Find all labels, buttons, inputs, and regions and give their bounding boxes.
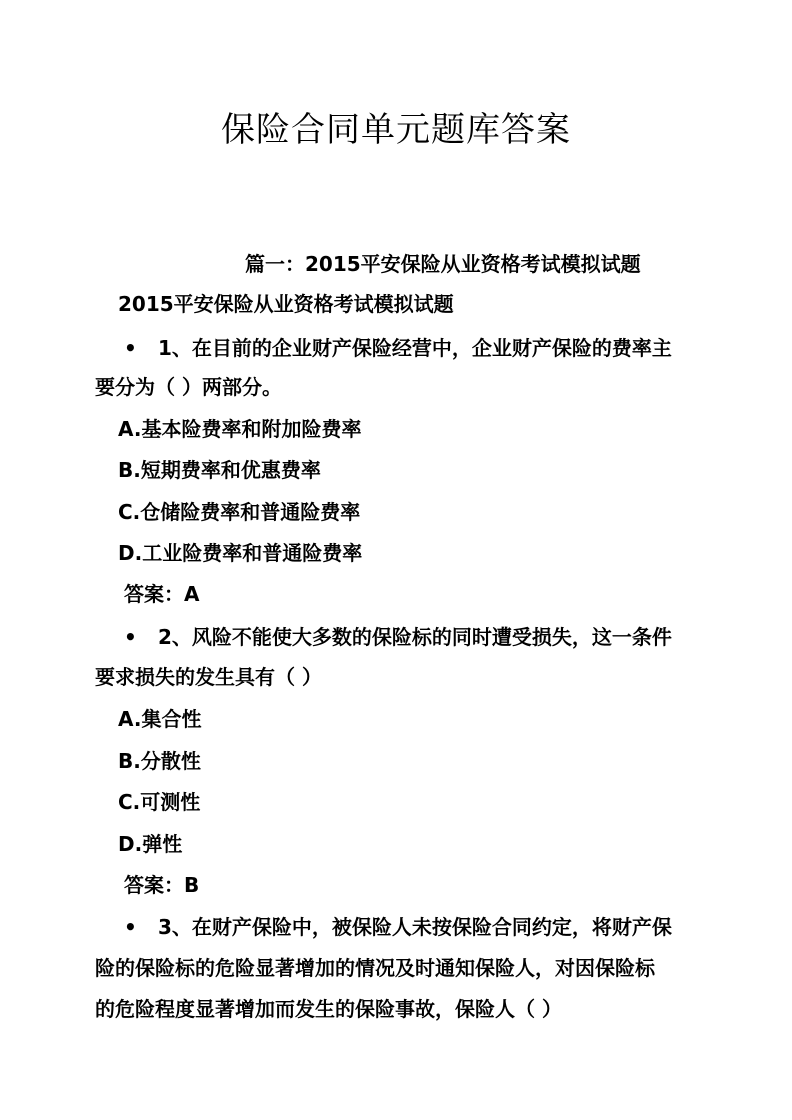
question-1-answer: 答案：A (124, 582, 200, 606)
section-heading: 篇一：2015平安保险从业资格考试模拟试题 (245, 252, 641, 276)
question-2-option-d: D.弹性 (118, 832, 183, 856)
question-text: 3、在财产保险中，被保险人未按保险合同约定，将财产保 (158, 915, 672, 939)
question-1-option-b: B.短期费率和优惠费率 (118, 458, 321, 482)
question-3-line-1 (124, 914, 672, 940)
question-1-line-2: 要分为（ ）两部分。 (95, 375, 282, 399)
question-2-answer: 答案：B (124, 873, 200, 897)
bullet-icon: • (124, 915, 137, 939)
question-2-line-2: 要求损失的发生具有（ ） (95, 665, 322, 689)
question-3-line-2: 险的保险标的危险显著增加的情况及时通知保险人，对因保险标 (95, 956, 655, 980)
question-text: 1、在目前的企业财产保险经营中，企业财产保险的费率主 (158, 336, 672, 360)
question-3-line-3: 的危险程度显著增加而发生的保险事故，保险人（ ） (95, 997, 562, 1021)
question-1-option-a: A.基本险费率和附加险费率 (118, 417, 362, 441)
question-1-option-c: C.仓储险费率和普通险费率 (118, 500, 361, 524)
question-1-line-1 (124, 335, 672, 361)
bullet-icon: • (124, 336, 137, 360)
subheading: 2015平安保险从业资格考试模拟试题 (118, 292, 454, 316)
question-2-option-b: B.分散性 (118, 749, 201, 773)
question-2-option-a: A.集合性 (118, 707, 202, 731)
question-2-option-c: C.可测性 (118, 790, 201, 814)
bullet-icon: • (124, 625, 137, 649)
question-1-option-d: D.工业险费率和普通险费率 (118, 541, 363, 565)
question-2-line-1 (124, 624, 672, 650)
document-title: 保险合同单元题库答案 (221, 110, 571, 150)
question-text: 2、风险不能使大多数的保险标的同时遭受损失，这一条件 (158, 625, 672, 649)
